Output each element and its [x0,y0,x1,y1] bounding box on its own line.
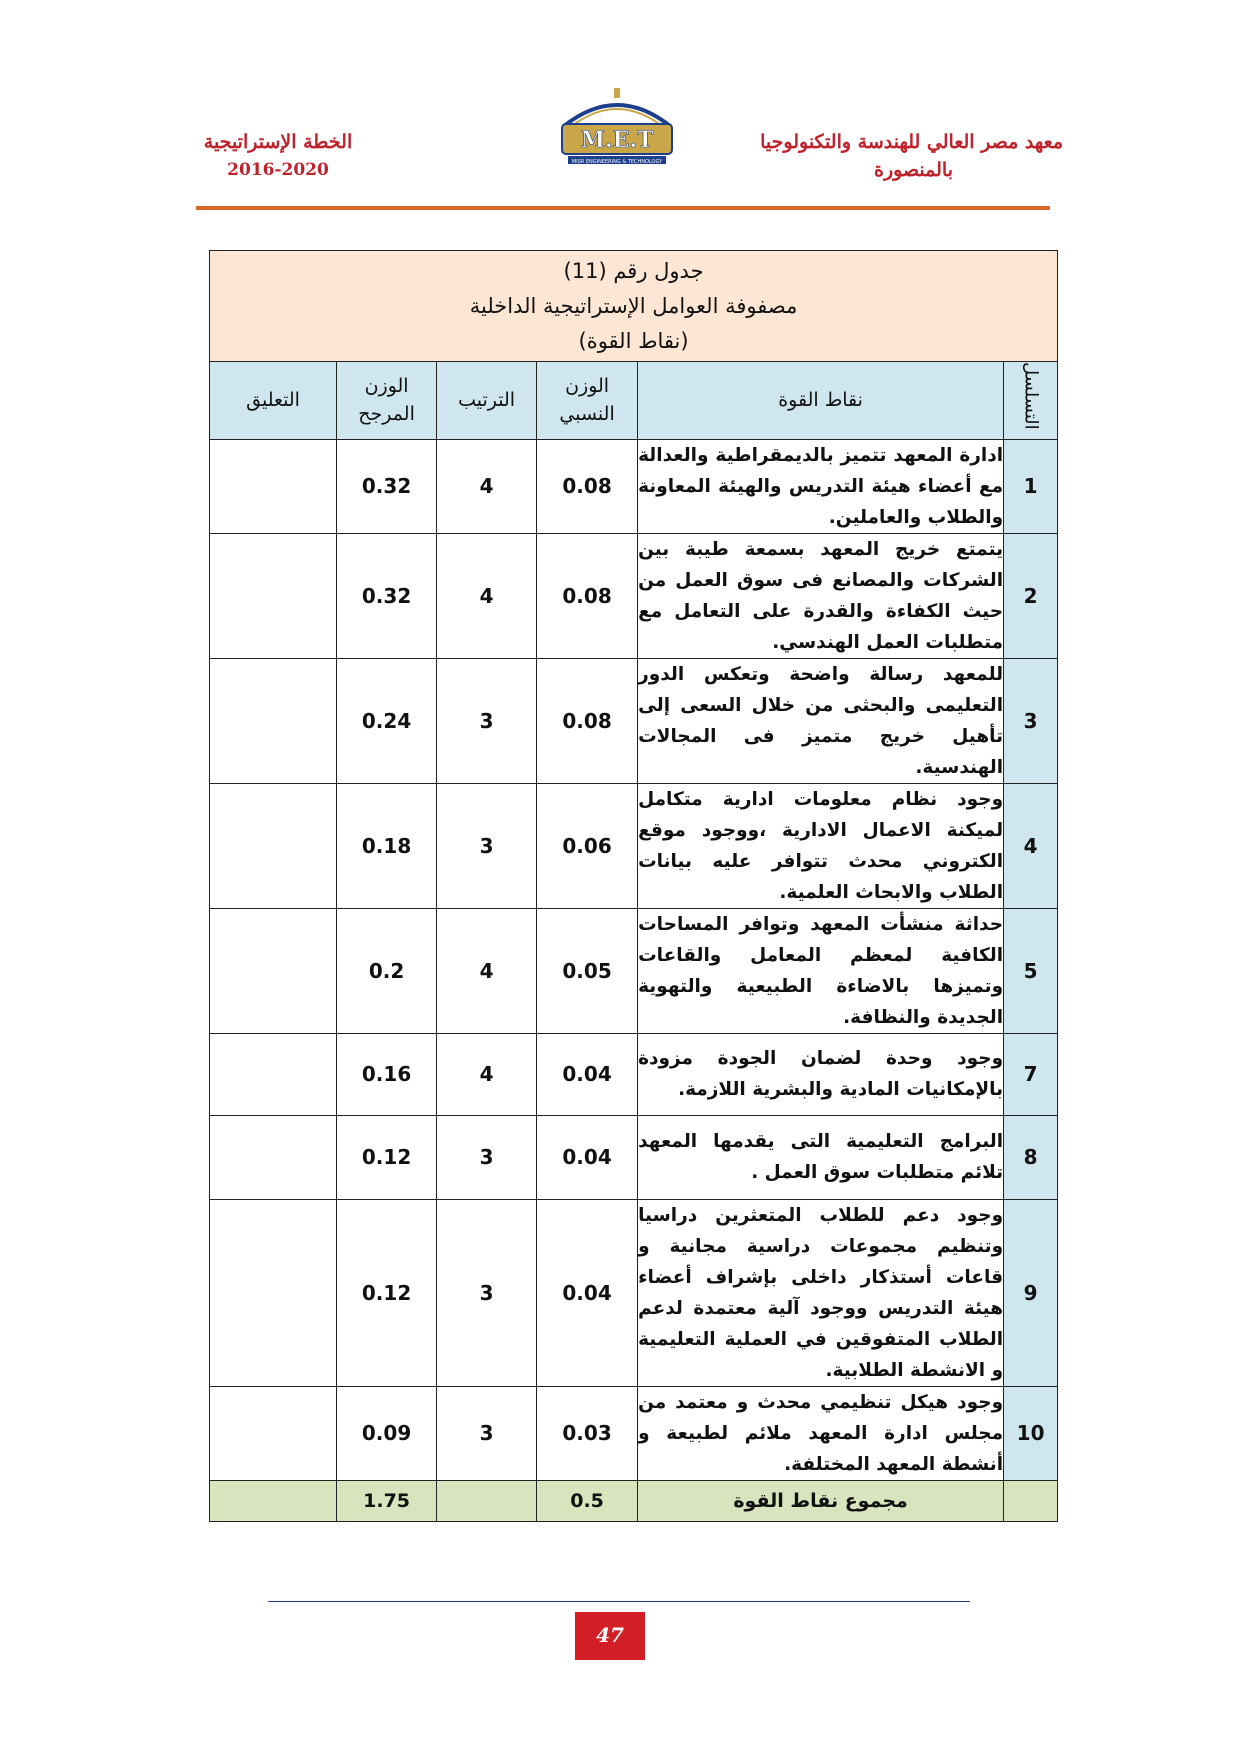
row-strength: وجود وحدة لضمان الجودة مزودة بالإمكانيات المادية والبشرية اللازمة. [638,1033,1004,1115]
row-weighted: 0.24 [337,658,437,783]
row-rank: 3 [437,658,537,783]
total-label: مجموع نقاط القوة [638,1480,1004,1521]
row-rank: 4 [437,908,537,1033]
logo-subtext: MISR ENGINEERING & TECHNOLOGY [571,159,663,165]
row-comment [210,908,337,1033]
row-weighted: 0.32 [337,533,437,658]
table-row [210,658,1058,783]
total-row [210,1480,1058,1521]
row-seq: 2 [1004,533,1058,658]
institute-line2: بالمنصورة [873,159,953,181]
footer-rule [268,1601,970,1602]
row-comment [210,533,337,658]
row-weight: 0.05 [537,908,638,1033]
table-number: جدول رقم (11) [563,258,704,283]
row-weighted: 0.16 [337,1033,437,1115]
col-comment: التعليق [210,362,337,440]
row-strength: للمعهد رسالة واضحة وتعكس الدور التعليمى والبحثى من خلال السعى إلى تأهيل خريج متميز فى المجالات الهندسية. [638,658,1004,783]
row-weight: 0.06 [537,783,638,908]
row-strength: حداثة منشأت المعهد وتوافر المساحات الكافية لمعظم المعامل والقاعات وتميزها بالاضاءة الطبيعية والتهوية الجديدة والنظافة. [638,908,1004,1033]
col-relative-weight: الوزن النسبي [537,362,638,440]
strengths-matrix-table [209,250,1058,1522]
table-row [210,1115,1058,1199]
row-comment [210,439,337,533]
col-weighted-score: الوزن المرجح [337,362,437,440]
row-comment [210,658,337,783]
row-weighted: 0.2 [337,908,437,1033]
total-weight: 0.5 [537,1480,638,1521]
row-strength: يتمتع خريج المعهد بسمعة طيبة بين الشركات والمصانع فى سوق العمل من حيث الكفاءة والقدرة على التعامل مع متطلبات العمل الهندسي. [638,533,1004,658]
row-comment [210,783,337,908]
plan-years: 2016-2020 [227,160,329,180]
col-rank: الترتيب [437,362,537,440]
row-rank: 3 [437,1115,537,1199]
row-weight: 0.08 [537,439,638,533]
total-seq [1004,1480,1058,1521]
row-comment [210,1115,337,1199]
row-rank: 4 [437,1033,537,1115]
plan-title: الخطة الإستراتيجية [203,131,353,153]
total-rank [437,1480,537,1521]
header-rule [196,206,1050,210]
page-number: 47 [575,1612,645,1660]
table-row [210,1199,1058,1386]
row-strength: وجود نظام معلومات ادارية متكامل لميكنة الاعمال الادارية ،ووجود موقع الكتروني محدث تتوافر عليه بيانات الطلاب والابحاث العلمية. [638,783,1004,908]
total-weighted: 1.75 [337,1480,437,1521]
plan-title-block [178,128,378,184]
row-weighted: 0.12 [337,1199,437,1386]
row-rank: 4 [437,533,537,658]
row-seq: 7 [1004,1033,1058,1115]
row-weighted: 0.12 [337,1115,437,1199]
row-weight: 0.08 [537,658,638,783]
row-weighted: 0.32 [337,439,437,533]
row-weighted: 0.18 [337,783,437,908]
row-weighted: 0.09 [337,1386,437,1480]
row-strength: البرامج التعليمية التى يقدمها المعهد تلائم متطلبات سوق العمل . [638,1115,1004,1199]
table-row [210,908,1058,1033]
row-rank: 3 [437,1386,537,1480]
row-weight: 0.03 [537,1386,638,1480]
table-row [210,1386,1058,1480]
row-weight: 0.08 [537,533,638,658]
row-seq: 5 [1004,908,1058,1033]
row-comment [210,1386,337,1480]
row-strength: وجود هيكل تنظيمي محدث و معتمد من مجلس ادارة المعهد ملائم لطبيعة و أنشطة المعهد المختلفة. [638,1386,1004,1480]
table-row [210,1033,1058,1115]
row-weight: 0.04 [537,1033,638,1115]
row-seq: 8 [1004,1115,1058,1199]
row-seq: 4 [1004,783,1058,908]
row-rank: 3 [437,1199,537,1386]
row-rank: 3 [437,783,537,908]
row-weight: 0.04 [537,1115,638,1199]
institute-line1: معهد مصر العالي للهندسة والتكنولوجيا [760,131,1063,153]
institute-name [703,128,1063,184]
row-weight: 0.04 [537,1199,638,1386]
column-headers [210,362,1058,440]
row-comment [210,1033,337,1115]
col-seq: التسلسل [1004,362,1058,440]
logo-emblem-icon [554,86,680,170]
table-row [210,439,1058,533]
col-strength: نقاط القوة [638,362,1004,440]
table-row [210,783,1058,908]
row-seq: 9 [1004,1199,1058,1386]
row-rank: 4 [437,439,537,533]
table-row [210,533,1058,658]
table-title [210,251,1058,362]
table-subheading: (نقاط القوة) [578,328,689,353]
total-comment [210,1480,337,1521]
institute-logo [554,86,680,170]
row-seq: 10 [1004,1386,1058,1480]
row-comment [210,1199,337,1386]
row-strength: ادارة المعهد تتميز بالديمقراطية والعدالة مع أعضاء هيئة التدريس والهيئة المعاونة والطلاب والعاملين. [638,439,1004,533]
table-heading: مصفوفة العوامل الإستراتيجية الداخلية [469,293,798,318]
row-seq: 3 [1004,658,1058,783]
row-seq: 1 [1004,439,1058,533]
row-strength: وجود دعم للطلاب المتعثرين دراسيا وتنظيم مجموعات دراسية مجانية و قاعات أستذكار داخلى بإشراف أعضاء هيئة التدريس ووجود آلية معتمدة لدعم الطلاب المتفوقين في العملية التعليمية و الانشطة الطلابية. [638,1199,1004,1386]
logo-text: M.E.T [580,127,654,153]
